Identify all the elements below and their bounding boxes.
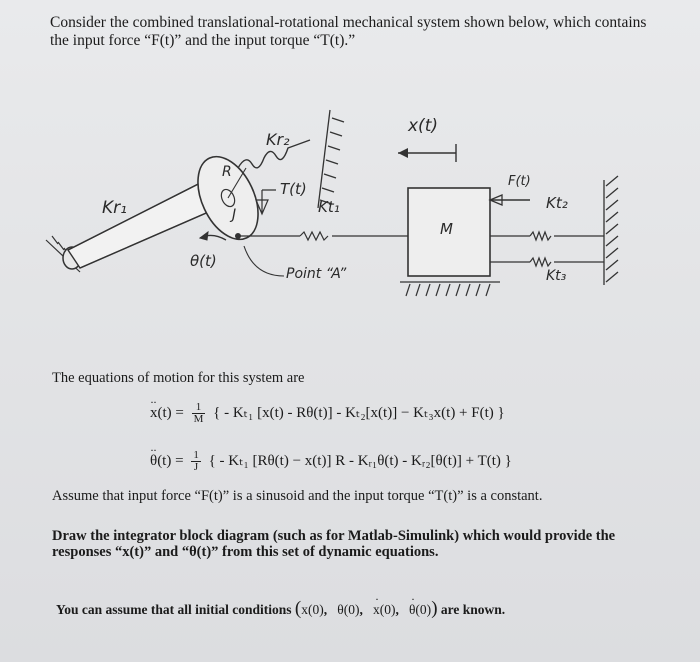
initial-conditions: You can assume that all initial conditions (x(0), θ(0), · x(0), · θ(0)) are known. (56, 598, 505, 620)
task-line-2: responses “x(t)” and “θ(t)” from this set of dynamic equations. (52, 544, 439, 560)
eq2-lhs: (t) = (157, 452, 184, 469)
eq1-fraction (192, 402, 206, 425)
eq1-den: M (193, 413, 204, 425)
label-mass: M (440, 220, 453, 238)
eq2-rhs: { - Kₜ₁ [Rθ(t) − x(t)] R - Kᵣ₁θ(t) - Kᵣ₂[θ(t)] + T(t) } (208, 452, 512, 469)
theta-arrowhead (200, 232, 208, 240)
equation-x (150, 402, 505, 425)
label-kt2: Kt₂ (546, 194, 568, 212)
torque-arrow (256, 190, 276, 214)
label-kt3: Kt₃ (546, 268, 567, 284)
eq1-num: 1 (192, 402, 206, 414)
ic-theta0: θ(0) (337, 602, 360, 617)
assumption-text: Assume that input force “F(t)” is a sinusoid and the input torque “T(t)” is a constant. (52, 488, 543, 504)
label-torque: T(t) (280, 180, 307, 198)
ic-xdot0-text: x(0) (372, 602, 396, 617)
translational-spring-kt3 (530, 258, 551, 266)
eq2-fraction (191, 450, 201, 473)
label-j: J (232, 207, 237, 223)
label-kt1: Kt₁ (318, 198, 340, 216)
point-a-leader (244, 246, 284, 276)
ic-suffix: are known. (440, 602, 506, 617)
ground (400, 282, 500, 296)
x-arrowhead (398, 148, 408, 158)
x-ddot-symbol: ·· x (150, 405, 158, 422)
eq2-den: J (193, 461, 199, 473)
equation-theta (150, 450, 512, 473)
label-theta: θ(t) (190, 252, 217, 270)
task-line-1: Draw the integrator block diagram (such as for Matlab-Simulink) which would provide the (52, 528, 616, 544)
eq1-rhs: { - Kₜ₁ [x(t) - Rθ(t)] - Kₜ₂[x(t)] − Kₜ₃x(t) + F(t) } (213, 404, 505, 421)
intro-line-2: the input force “F(t)” and the input torque “T(t).” (50, 32, 356, 49)
eq2-num: 1 (193, 449, 199, 461)
ic-thetadot0-text: θ(0) (408, 602, 432, 617)
equations-heading: The equations of motion for this system are (52, 370, 305, 386)
translational-spring-kt1 (300, 232, 328, 240)
ic-open-paren: ( (294, 598, 302, 619)
right-wall (604, 176, 618, 285)
eq1-lhs: (t) = (157, 404, 184, 421)
ic-prefix: You can assume that all initial conditions (56, 602, 292, 617)
label-r: R (222, 164, 232, 180)
label-force: F(t) (508, 174, 531, 189)
translational-spring-kt2 (530, 232, 551, 240)
label-point-a: Point “A” (286, 266, 347, 282)
label-x: x(t) (408, 116, 438, 136)
intro-line-1: Consider the combined translational-rotational mechanical system shown below, which contains (50, 14, 647, 31)
task-statement (52, 528, 615, 560)
upper-wall (318, 110, 344, 208)
ic-x0: x(0) (301, 602, 324, 617)
label-kr1: Kr₁ (102, 198, 127, 218)
theta-ddot-symbol: ·· θ (150, 453, 157, 470)
ic-thetadot0 (409, 602, 431, 618)
ic-close-paren: ) (431, 598, 438, 619)
ic-xdot0 (373, 602, 396, 618)
label-kr2: Kr₂ (266, 130, 290, 149)
